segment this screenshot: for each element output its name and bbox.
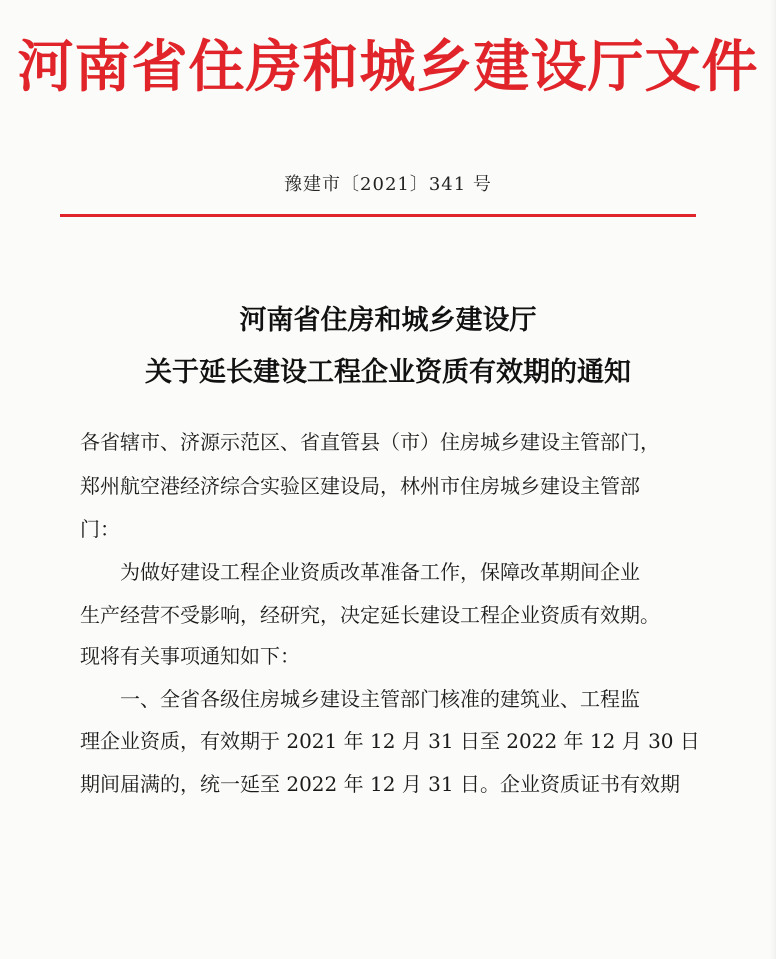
body-line-9: 期间届满的，统一延至 2022 年 12 月 31 日。企业资质证书有效期 <box>80 772 680 796</box>
document-number: 豫建市〔2021〕341 号 <box>284 174 492 195</box>
body-line-1: 各省辖市、济源示范区、省直管县（市）住房城乡建设主管部门， <box>80 430 660 454</box>
body-line-4: 为做好建设工程企业资质改革准备工作，保障改革期间企业 <box>80 560 640 584</box>
page-edge-shadow <box>770 0 776 959</box>
notice-title-line-2: 关于延长建设工程企业资质有效期的通知 <box>145 357 631 388</box>
body-line-5: 生产经营不受影响，经研究，决定延长建设工程企业资质有效期。 <box>80 603 660 627</box>
body-line-7: 一、全省各级住房城乡建设主管部门核准的建筑业、工程监 <box>80 687 640 711</box>
agency-header-title: 河南省住房和城乡建设厅文件 <box>17 35 759 100</box>
body-line-2: 郑州航空港经济综合实验区建设局，林州市住房城乡建设主管部 <box>80 474 640 498</box>
notice-title-line-1: 河南省住房和城乡建设厅 <box>239 305 537 336</box>
body-line-8: 理企业资质，有效期于 2021 年 12 月 31 日至 2022 年 12 月 30 日 <box>80 729 700 753</box>
body-line-6: 现将有关事项通知如下： <box>80 644 300 668</box>
red-divider-line <box>60 214 696 217</box>
body-line-3: 门： <box>80 517 120 541</box>
